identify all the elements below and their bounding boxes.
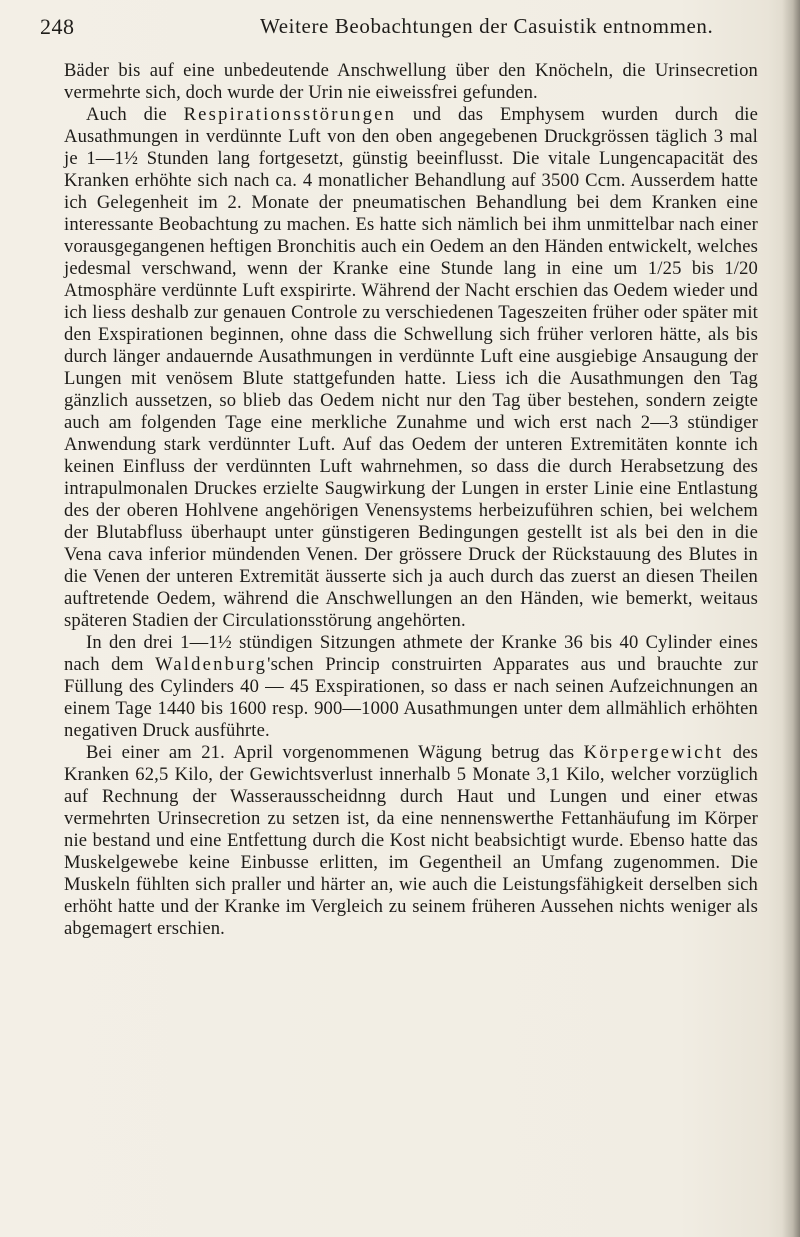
paragraph-text: Auch die bbox=[86, 104, 184, 125]
paragraph-continuation bbox=[64, 60, 758, 104]
page-header bbox=[40, 14, 760, 44]
paragraph-body-weight bbox=[64, 742, 758, 940]
paragraph-text: In den drei 1—1½ stündigen Sitzungen athmete der Kranke 36 bis 40 Cylinder eines nach dem bbox=[64, 632, 758, 675]
emphasized-term: Respirationsstörungen bbox=[183, 104, 397, 125]
running-title: Weitere Beobachtungen der Casuistik entnommen. bbox=[260, 14, 714, 38]
paragraph-text: des Kranken 62,5 Kilo, der Gewichtsverlust innerhalb 5 Monate 3,1 Kilo, welcher vorzüglich auf Rechnung der Wasserausscheidnng durch Haut und Lungen und einer etwas vermehrten Urinsecretion zu setzen ist, da eine nennenswerthe Fettanhäufung im Körper nie bestand und eine Entfettung durch die Kost nicht beabsichtigt wurde. Ebenso hatte das Muskelgewebe keine Einbusse erlitten, im Gegentheil an Umfang zugenommen. Die Muskeln fühlten sich praller und härter an, wie auch die Leistungsfähigkeit derselben sich erhöht hatte und der Kranke im Vergleich zu seinem früheren Aussehen nichts weniger als abgemagert erschien. bbox=[64, 742, 758, 939]
body-text bbox=[64, 60, 758, 940]
emphasized-term: Körpergewicht bbox=[583, 742, 724, 763]
paragraph-text: und das Emphysem wurden durch die Ausathmungen in verdünnte Luft von den oben angegebenen Druckgrössen täglich 3 mal je 1—1½ Stunden lang fortgesetzt, günstig beeinflusst. Die vitale Lungencapacität des Kranken erhöhte sich nach ca. 4 monatlicher Behandlung auf 3500 Ccm. Ausserdem hatte ich Gelegenheit im 2. Monate der pneumatischen Behandlung bei dem Kranken eine interessante Beobachtung zu machen. Es hatte sich nämlich bei ihm unmittelbar nach einer vorausgegangenen heftigen Bronchitis auch ein Oedem an den Händen entwickelt, welches jedesmal verschwand, wenn der Kranke eine Stunde lang in eine um 1/25 bis 1/20 Atmosphäre verdünnte Luft exspirirte. Während der Nacht erschien das Oedem wieder und ich liess deshalb zur genauen Controle zu verschiedenen Tageszeiten früher oder später mit den Exspirationen beginnen, ohne dass die Schwellung sich früher verloren hätte, als bis durch länger andauernde Ausathmungen in verdünnte Luft eine ausgiebige Ansaugung der Lungen mit venösem Blute stattgefunden hatte. Liess ich die Ausathmungen den Tag gänzlich aussetzen, so blieb das Oedem nicht nur den Tag über bestehen, sondern zeigte auch am folgenden Tage eine merkliche Zunahme und wich erst nach 2—3 stündiger Anwendung stark verdünnter Luft. Auf das Oedem der unteren Extremitäten konnte ich keinen Einfluss der verdünnten Luft wahrnehmen, so dass die durch Herabsetzung des intrapulmonalen Druckes erzielte Saugwirkung der Lungen in erster Linie eine Entlastung des der oberen Hohlvene angehörigen Venensystems herbeizuführen schien, bei welchem der Blutabfluss überhaupt unter günstigeren Bedingungen gestellt ist als bei den in die Vena cava inferior mündenden Venen. Der grössere Druck der Rückstauung des Blutes in die Venen der unteren Extremität äusserte sich ja auch durch das zuerst an diesen Theilen auftretende Oedem, während die Anschwellungen an den Händen, wie bemerkt, weitaus späteren Stadien der Circulationsstörung angehörten. bbox=[64, 104, 758, 631]
emphasized-name: Waldenburg bbox=[155, 654, 268, 675]
paragraph-text: 'schen Princip construirten Apparates aus und brauchte zur Füllung des Cylinders 40 — 45 Exspirationen, so dass er nach seinen Aufzeichnungen an einem Tage 1440 bis 1600 resp. 900—1000 Ausathmungen unter dem allmählich erhöhten negativen Druck ausführte. bbox=[64, 654, 758, 741]
paragraph-text: Bei einer am 21. April vorgenommenen Wägung betrug das bbox=[86, 742, 584, 763]
paragraph-sessions bbox=[64, 632, 758, 742]
paragraph-text: Bäder bis auf eine unbedeutende Anschwellung über den Knöcheln, die Urinsecretion vermehrte sich, doch wurde der Urin nie eiweissfrei gefunden. bbox=[64, 60, 758, 103]
paragraph-respiration bbox=[64, 104, 758, 632]
page-number: 248 bbox=[40, 14, 75, 39]
page-edge-shadow bbox=[782, 0, 800, 1237]
